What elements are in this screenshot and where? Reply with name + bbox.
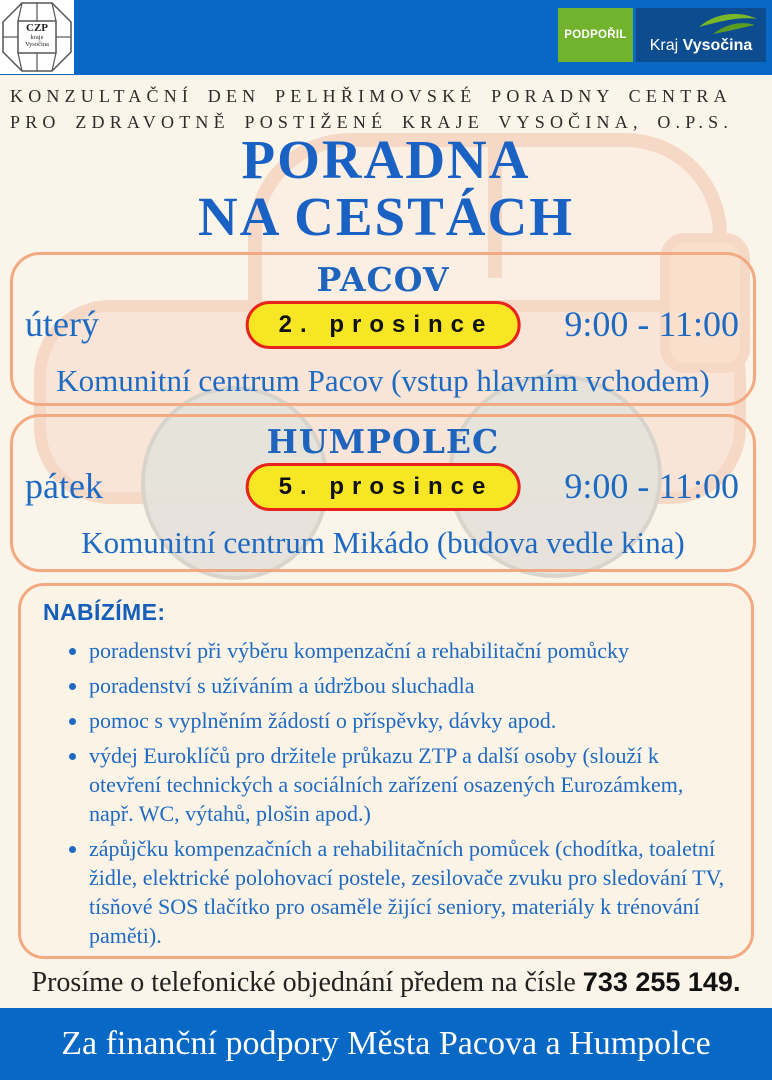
page-title	[0, 131, 772, 245]
czp-logo-text	[19, 22, 55, 53]
czp-logo-line1: CZP	[26, 22, 48, 34]
event-time: 9:00 - 11:00	[564, 304, 739, 344]
czp-logo	[0, 0, 74, 74]
top-band	[0, 0, 772, 75]
event-city: HUMPOLEC	[266, 422, 500, 461]
footer-text: Za finanční podpory Města Pacova a Humpolce	[61, 1025, 711, 1062]
podporil-badge: PODPOŘIL	[558, 8, 633, 62]
offer-item: • pomoc s vyplněním žádostí o příspěvky, dávky apod.	[89, 706, 729, 735]
event-date-pill: 2. prosince	[246, 301, 521, 349]
vysocina-word: Vysočina	[682, 37, 753, 54]
phone-note	[0, 967, 772, 999]
subtitle-line1: KONZULTAČNÍ DEN PELHŘIMOVSKÉ PORADNY CENTRA	[10, 86, 732, 106]
event-box-humpolec	[10, 414, 756, 572]
kraj-vysocina-swoosh-icon	[697, 11, 759, 35]
event-row	[13, 463, 753, 519]
event-date-pill: 5. prosince	[246, 463, 521, 511]
subtitle-line2: PRO ZDRAVOTNĚ POSTIŽENÉ KRAJE VYSOČINA, O.P.S.	[10, 112, 734, 132]
page-title-line1: PORADNA	[241, 129, 531, 190]
phone-note-text: Prosíme o telefonické objednání předem na čísle	[31, 967, 583, 998]
offer-item: • poradenství s užíváním a údržbou sluchadla	[89, 671, 729, 700]
offer-item: • výdej Euroklíčů pro držitele průkazu ZTP a další osoby (slouží k otevření technických a sociálních zařízení osazených Eurozámkem, např. WC, výtahů, plošin apod.)	[89, 741, 729, 828]
page-title-line2: NA CESTÁCH	[197, 186, 575, 247]
event-city: PACOV	[316, 260, 450, 299]
kraj-word: Kraj	[649, 37, 683, 54]
event-day: pátek	[25, 466, 103, 506]
phone-number: 733 255 149.	[582, 967, 741, 997]
czp-logo-line2: kraje	[30, 34, 44, 41]
event-row	[13, 301, 753, 357]
footer-band	[0, 1008, 772, 1080]
offer-box	[18, 583, 754, 959]
offer-list	[43, 636, 729, 950]
event-venue: Komunitní centrum Mikádo (budova vedle kina)	[81, 525, 685, 560]
kraj-vysocina-logo	[636, 8, 766, 62]
kraj-vysocina-label	[636, 37, 766, 55]
offer-title: NABÍZÍME:	[43, 599, 166, 625]
offer-item: • poradenství při výběru kompenzační a rehabilitační pomůcky	[89, 636, 729, 665]
event-day: úterý	[25, 304, 99, 344]
czp-logo-line3: Vysočina	[25, 41, 49, 48]
event-venue: Komunitní centrum Pacov (vstup hlavním vchodem)	[56, 363, 710, 398]
subtitle-header	[10, 83, 733, 135]
offer-item: • zápůjčku kompenzačních a rehabilitačních pomůcek (chodítka, toaletní židle, elektrické polohovací postele, zesilovače zvuku pro sledování TV, tísňové SOS tlačítko pro osaměle žijící seniory, materiály k trénování paměti).	[89, 834, 729, 950]
event-box-pacov	[10, 252, 756, 406]
event-time: 9:00 - 11:00	[564, 466, 739, 506]
